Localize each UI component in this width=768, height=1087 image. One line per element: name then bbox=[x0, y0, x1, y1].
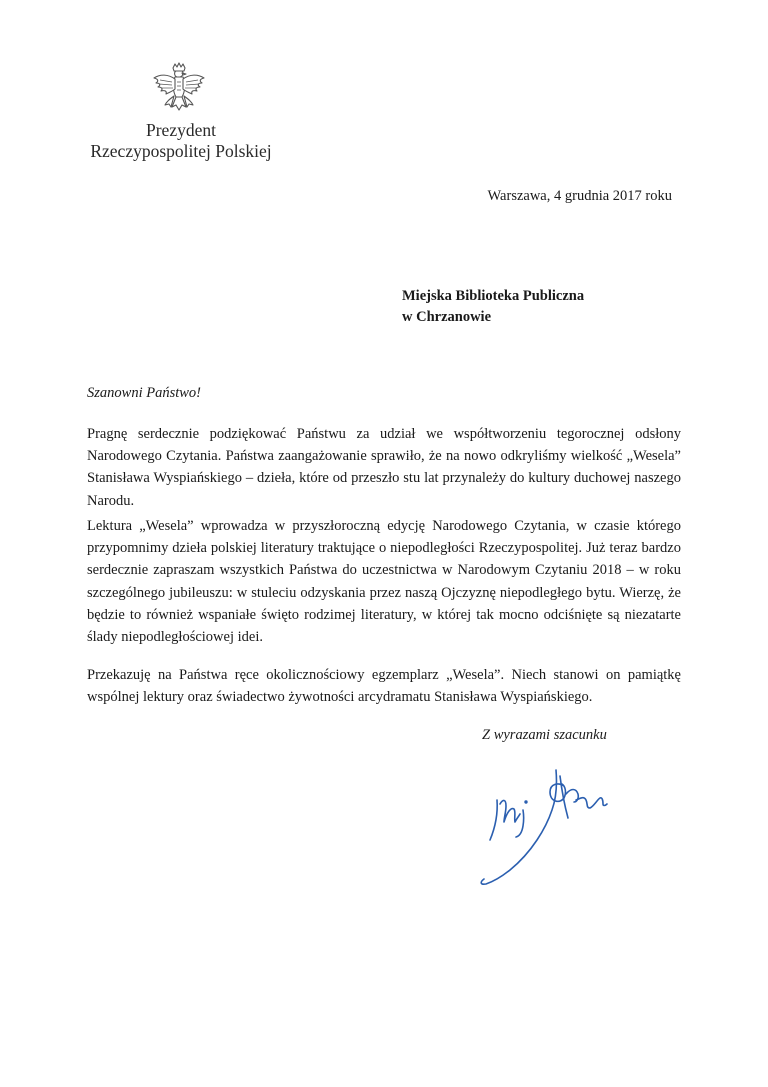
office-title bbox=[88, 120, 274, 162]
body-paragraph-3: Przekazuję na Państwa ręce okolicznościowy egzemplarz „Wesela”. Niech stanowi on pamiątkę wspólnej lektury oraz świadectwo żywotności arcydramatu Stanisława Wyspiańskiego. bbox=[87, 667, 681, 706]
white-eagle-emblem-icon bbox=[150, 62, 208, 120]
office-title-line-1: Prezydent bbox=[146, 120, 216, 140]
letter-date: Warszawa, 4 grudnia 2017 roku bbox=[487, 188, 672, 204]
addressee-line-1: Miejska Biblioteka Publiczna bbox=[402, 288, 585, 304]
body-paragraph-1: Pragnę serdecznie podziękować Państwu za udział we współtworzeniu tegorocznej odsłony Narodowego Czytania. Państwa zaangażowanie sprawiło, że na nowo odkryliśmy wielkość „Wesela” Stanisława Wyspiańskiego – dzieła, które od przeszło stu lat przynależy do kultury duchowej naszego Narodu. bbox=[87, 426, 681, 509]
salutation: Szanowni Państwo! bbox=[87, 385, 201, 401]
office-title-line-2: Rzeczypospolitej Polskiej bbox=[90, 141, 272, 161]
addressee-block bbox=[402, 286, 584, 328]
addressee-line-2: w Chrzanowie bbox=[402, 309, 492, 325]
body-paragraph-2: Lektura „Wesela” wprowadza w przyszłoroczną edycję Narodowego Czytania, w czasie którego przypomnimy dzieła polskiej literatury traktujące o niepodległości Rzeczypospolitej. Już teraz bardzo serdecznie zapraszam wszystkich Państwa do uczestnictwa w Narodowym Czytaniu 2018 – w roku szczególnego jubileuszu: w stuleciu odzyskania przez naszą Ojczyznę niepodległego bytu. Wierzę, że będzie to również wspaniałe święto rodzimej literatury, w której tak mocno odciśnięte są niezatarte ślady niepodległościowej idei. bbox=[87, 518, 681, 646]
closing-phrase: Z wyrazami szacunku bbox=[482, 727, 607, 743]
handwritten-signature-icon bbox=[440, 752, 650, 887]
